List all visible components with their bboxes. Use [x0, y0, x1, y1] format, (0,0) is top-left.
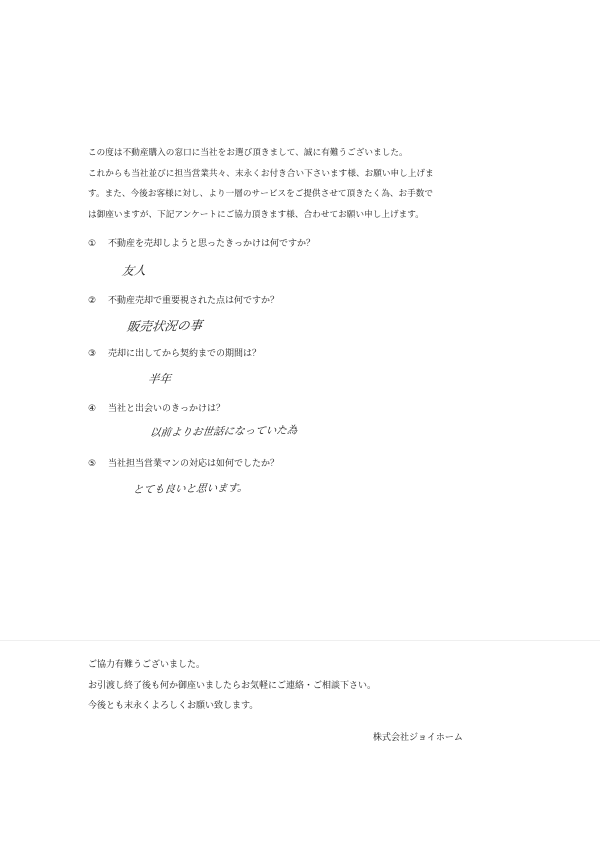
- question-number: ②: [88, 296, 97, 306]
- question-number: ④: [88, 404, 97, 414]
- handwritten-answer-4: 以前よりお世話になっていた為: [149, 424, 299, 439]
- section-divider: [0, 640, 600, 641]
- question-text: 不動産売却で重要視された点は何ですか？: [108, 296, 280, 306]
- question-3: [88, 346, 261, 359]
- question-5: [88, 456, 279, 469]
- question-number: ③: [88, 349, 97, 359]
- intro-line: この度は不動産購入の窓口に当社をお選び頂きまして、誠に有難うございました。: [88, 148, 408, 158]
- closing-line: ご協力有難うございました。: [88, 660, 206, 670]
- question-1: [88, 236, 315, 249]
- question-text: 不動産を売却しようと思ったきっかけは何ですか？: [108, 239, 316, 249]
- closing-message: [88, 655, 376, 717]
- question-text: 当社担当営業マンの対応は如何でしたか？: [108, 459, 280, 469]
- closing-line: 今後とも末永くよろしくお願い致します。: [88, 701, 259, 711]
- intro-line: す。また、今後お客様に対し、より一層のサービスをご提供させて頂きたく為、お手数で: [88, 189, 434, 199]
- intro-paragraph: [88, 143, 528, 225]
- company-name: 株式会社ジョイホーム: [373, 733, 463, 743]
- handwritten-answer-1: 友人: [121, 263, 147, 278]
- question-number: ①: [88, 239, 97, 249]
- question-4: [88, 401, 225, 414]
- intro-line: は御座いますが、下記アンケートにご協力頂きます様、合わせてお願い申し上げます。: [88, 209, 424, 220]
- closing-line: お引渡し終了後も何か御座いましたらお気軽にご連絡・ご相談下さい。: [88, 680, 377, 691]
- handwritten-answer-5: とても良いと思います。: [132, 481, 249, 496]
- question-2: [88, 293, 279, 306]
- handwritten-answer-2: 販売状況の事: [126, 317, 204, 334]
- question-text: 売却に出してから契約までの期間は？: [108, 349, 262, 359]
- intro-line: これからも当社並びに担当営業共々、末永くお付き合い下さいます様、お願い申し上げま: [88, 168, 434, 179]
- question-number: ⑤: [88, 459, 97, 469]
- handwritten-answer-3: 半年: [147, 371, 172, 386]
- question-text: 当社と出会いのきっかけは？: [108, 404, 226, 414]
